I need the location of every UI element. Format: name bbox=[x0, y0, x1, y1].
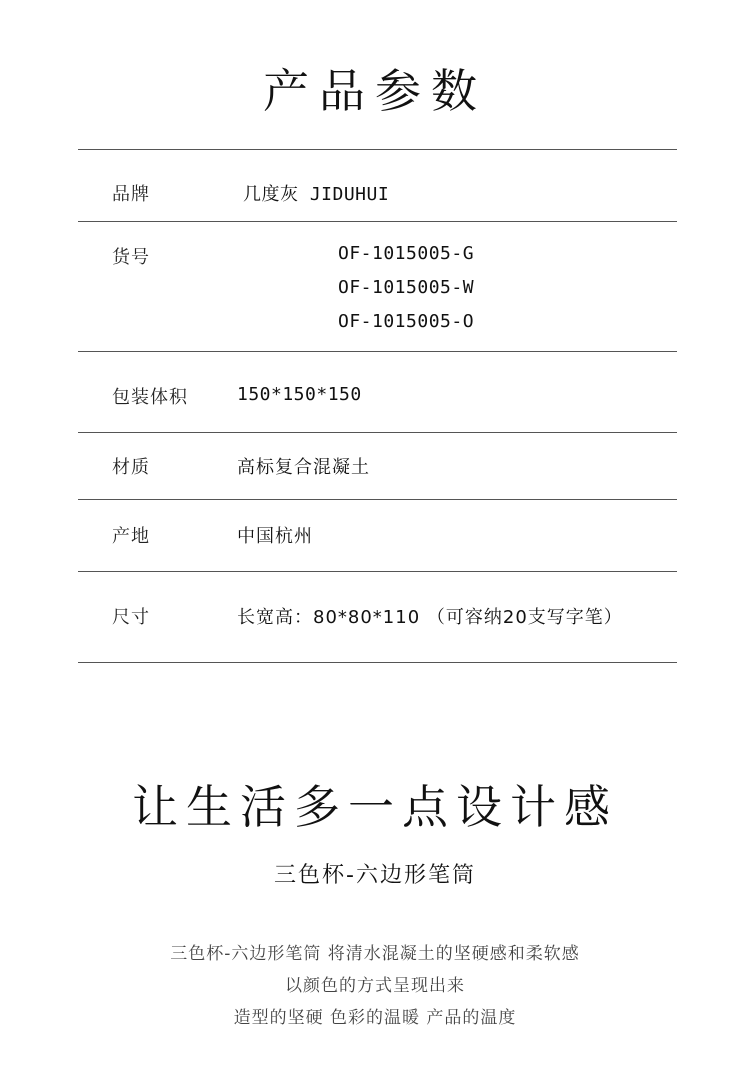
material-value: 高标复合混凝土 bbox=[237, 457, 370, 478]
sku-value-1: OF-1015005-G bbox=[338, 243, 475, 264]
description-line-1: 三色杯-六边形笔筒 将清水混凝土的坚硬感和柔软感 bbox=[170, 944, 580, 964]
description-line-3: 造型的坚硬 色彩的温暖 产品的温度 bbox=[233, 1008, 517, 1028]
page-title: 产品参数 bbox=[263, 64, 487, 118]
origin-label: 产地 bbox=[112, 526, 150, 547]
size-value: 长宽高：80*80*110 （可容纳20支写字笔） bbox=[237, 607, 623, 628]
package-value: 150*150*150 bbox=[237, 384, 362, 405]
description-line-2: 以颜色的方式呈现出来 bbox=[285, 976, 465, 996]
table-top-divider bbox=[78, 149, 677, 150]
sku-label: 货号 bbox=[112, 247, 150, 268]
sku-value-2: OF-1015005-W bbox=[338, 277, 475, 298]
brand-label: 品牌 bbox=[112, 184, 150, 205]
product-subtitle: 三色杯-六边形笔筒 bbox=[274, 863, 476, 888]
row-divider bbox=[78, 499, 677, 500]
row-divider bbox=[78, 571, 677, 572]
row-divider bbox=[78, 432, 677, 433]
material-label: 材质 bbox=[112, 457, 150, 478]
brand-value: 几度灰 JIDUHUI bbox=[243, 184, 390, 205]
row-divider bbox=[78, 351, 677, 352]
origin-value: 中国杭州 bbox=[237, 526, 313, 547]
slogan-heading: 让生活多一点设计感 bbox=[132, 780, 618, 834]
size-label: 尺寸 bbox=[112, 607, 150, 628]
row-divider bbox=[78, 221, 677, 222]
package-label: 包装体积 bbox=[112, 387, 188, 408]
table-bottom-divider bbox=[78, 662, 677, 663]
sku-value-3: OF-1015005-O bbox=[338, 311, 475, 332]
